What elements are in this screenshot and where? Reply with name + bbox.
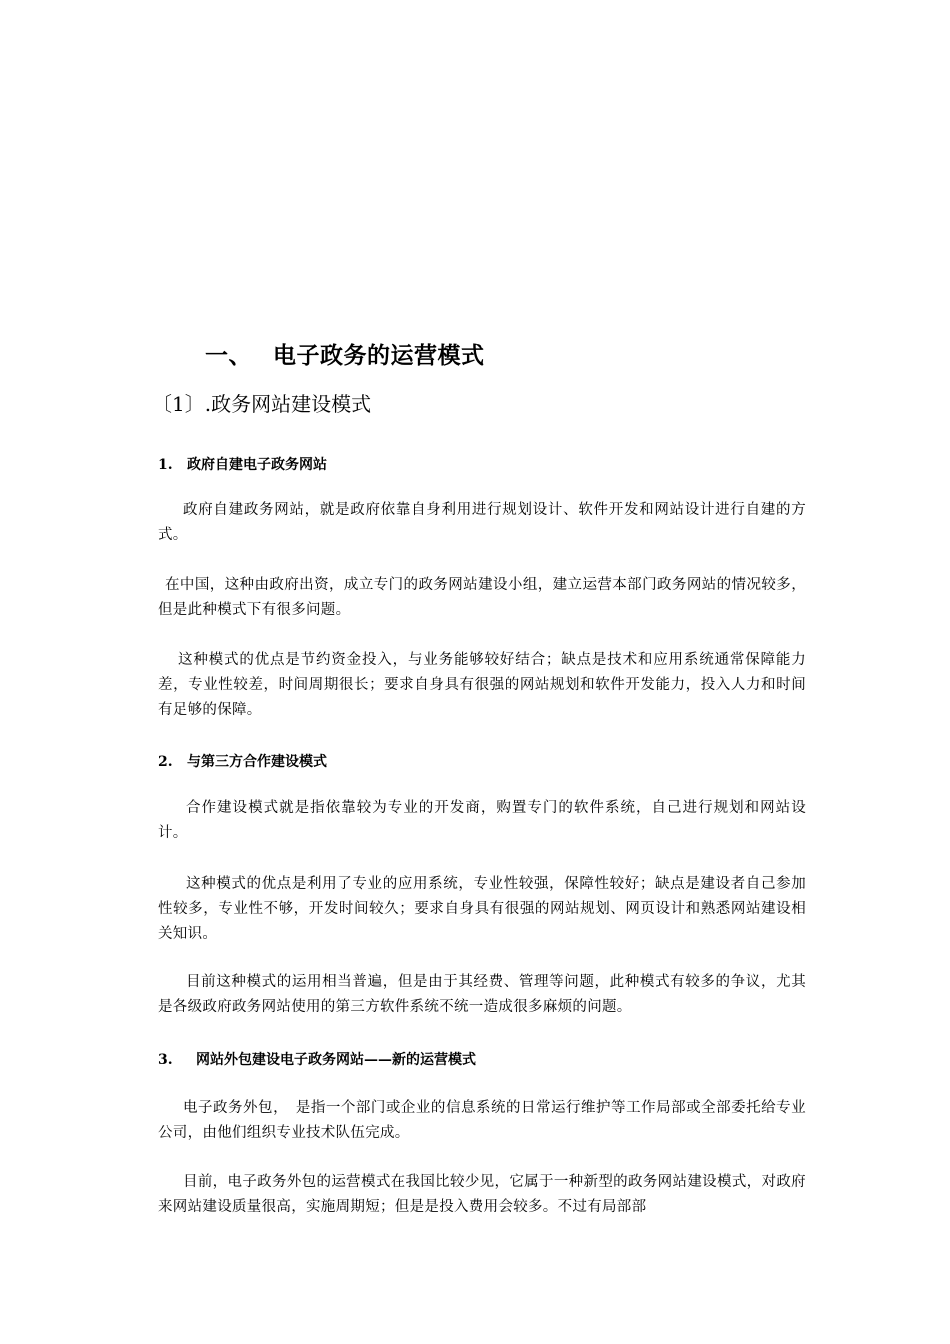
main-heading-number: 一、 (205, 342, 252, 369)
section-1-paragraph-1: 政府自建政务网站，就是政府依靠自身利用进行规划设计、软件开发和网站设计进行自建的方式。 (158, 502, 806, 543)
section-2-paragraph-2: 这种模式的优点是利用了专业的应用系统，专业性较强，保障性较好；缺点是建设者自己参加性较多，专业性不够，开发时间较久；要求自身具有很强的网站规划、网页设计和熟悉网站建设相关知识。 (158, 876, 806, 942)
section-3-number: 3. (158, 1052, 173, 1068)
section-1-heading (158, 454, 327, 474)
section-1-paragraph-3: 这种模式的优点是节约资金投入，与业务能够较好结合；缺点是技术和应用系统通常保障能力差，专业性较差，时间周期很长；要求自身具有很强的网站规划和软件开发能力，投入人力和时间有足够的保障。 (158, 652, 806, 718)
section-3-heading (158, 1049, 476, 1069)
main-heading (205, 337, 485, 370)
section-2-heading (158, 751, 327, 771)
section-3-paragraph-1: 电子政务外包， 是指一个部门或企业的信息系统的日常运行维护等工作局部或全部委托给专业公司，由他们组织专业技术队伍完成。 (158, 1100, 806, 1141)
section-2-paragraph-3: 目前这种模式的运用相当普遍，但是由于其经费、管理等问题，此种模式有较多的争议，尤其是各级政府政务网站使用的第三方软件系统不统一造成很多麻烦的问题。 (158, 974, 806, 1015)
section-1-title: 政府自建电子政务网站 (187, 457, 327, 473)
section-1-paragraph-2: 在中国，这种由政府出资，成立专门的政务网站建设小组，建立运营本部门政务网站的情况较多，但是此种模式下有很多问题。 (158, 577, 806, 618)
section-2-number: 2. (158, 754, 173, 770)
section-2-title: 与第三方合作建设模式 (187, 754, 327, 770)
section-3-title: 网站外包建设电子政务网站——新的运营模式 (196, 1052, 476, 1068)
main-heading-text: 电子政务的运营模式 (273, 342, 485, 369)
sub-heading: 〔1〕.政务网站建设模式 (152, 392, 372, 416)
section-2-paragraph-1: 合作建设模式就是指依靠较为专业的开发商，购置专门的软件系统，自己进行规划和网站设计。 (158, 800, 806, 841)
section-1-number: 1. (158, 457, 173, 473)
section-3-paragraph-2: 目前，电子政务外包的运营模式在我国比较少见，它属于一种新型的政务网站建设模式，对政府来网站建设质量很高，实施周期短；但是是投入费用会较多。不过有局部部 (158, 1174, 806, 1215)
